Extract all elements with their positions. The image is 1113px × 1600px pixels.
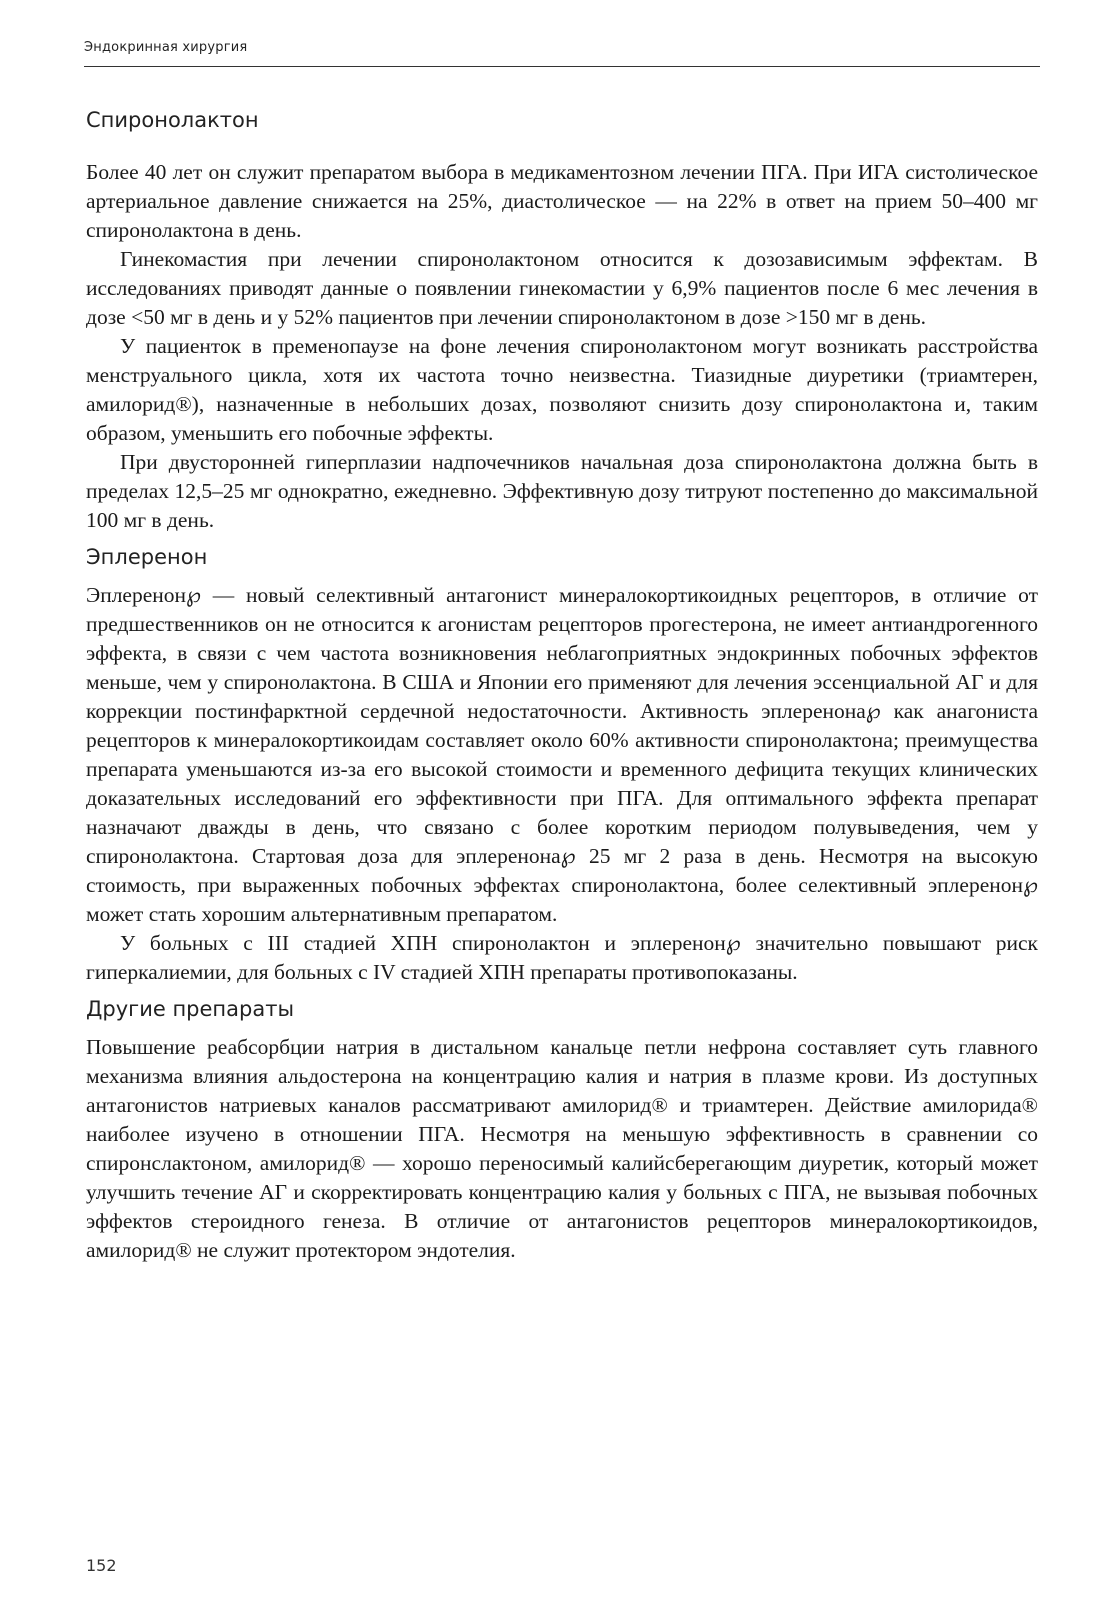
paragraph: Повышение реабсорбции натрия в дистальном канальце петли нефрона составляет суть главного механизма влияния альдостерона на концентрацию калия и натрия в плазме крови. Из доступных антагонистов натриевых каналов рассматривают амилорид® и триамтерен. Действие амилорида® наиболее изучено в отношении ПГА. Несмотря на меньшую эффективность в сравнении со спиронслактоном, амилорид® — хорошо переносимый калийсберегающим диуретик, который может улучшить течение АГ и скорректировать концентрацию калия у больных с ПГА, не вызывая побочных эффектов стероидного генеза. В отличие от антагонистов рецепторов минералокортикоидов, амилорид® не служит протектором эндотелия. xyxy=(86,1035,1038,1262)
paragraph: При двусторонней гиперплазии надпочечников начальная доза спиронолактона должна быть в пределах 12,5–25 мг однократно, ежедневно. Эффективную дозу титруют постепенно до максимальной 100 мг в день. xyxy=(86,450,1038,532)
paragraph: У больных с III стадией ХПН спиронолактон и эплеренон℘ значительно повышают риск гиперкалиемии, для больных с IV стадией ХПН препараты противопоказаны. xyxy=(86,931,1038,984)
paragraph: У пациенток в пременопаузе на фоне лечения спиронолактоном могут возникать расстройства менструального цикла, хотя их частота точно неизвестна. Тиазидные диуретики (триамтерен, амилорид®), назначенные в небольших дозах, позволяют снизить дозу спиронолактона и, таким образом, уменьшить его побочные эффекты. xyxy=(86,334,1038,445)
section-heading-eplerenone: Эплеренон xyxy=(86,545,208,569)
header-rule xyxy=(84,66,1040,67)
page-body xyxy=(86,108,1038,1265)
paragraph: Более 40 лет он служит препаратом выбора в медикаментозном лечении ПГА. При ИГА систолическое артериальное давление снижается на 25%, диастолическое — на 22% в ответ на прием 50–400 мг спиронолактона в день. xyxy=(86,160,1038,242)
section-heading-other-drugs: Другие препараты xyxy=(86,997,295,1021)
paragraph: Эплеренон℘ — новый селективный антагонист минералокортикоидных рецепторов, в отличие от предшественников он не относится к агонистам рецепторов прогестерона, не имеет антиандрогенного эффекта, в связи с чем частота возникновения неблагоприятных эндокринных побочных эффектов меньше, чем у спиронолактона. В США и Японии его применяют для лечения эссенциальной АГ и для коррекции постинфарктной сердечной недостаточности. Активность эплеренона℘ как анагониста рецепторов к минералокортикоидам составляет около 60% активности спиронолактона; преимущества препарата уменьшаются из-за его высокой стоимости и временного дефицита текущих клинических доказательных исследований его эффективности при ПГА. Для оптимального эффекта препарат назначают дважды в день, что связано с более коротким периодом полувыведения, чем у спиронолактона. Стартовая доза для эплеренона℘ 25 мг 2 раза в день. Несмотря на высокую стоимость, при выраженных побочных эффектах спиронолактона, более селективный эплеренон℘ может стать хорошим альтернативным препаратом. xyxy=(86,583,1038,926)
section-heading-spironolactone: Спиронолактон xyxy=(86,108,259,132)
page-number: 152 xyxy=(86,1556,117,1575)
running-header: Эндокринная хирургия xyxy=(84,40,248,55)
paragraph: Гинекомастия при лечении спиронолактоном относится к дозозависимым эффектам. В исследованиях приводят данные о появлении гинекомастии у 6,9% пациентов после 6 мес лечения в дозе <50 мг в день и у 52% пациентов при лечении спиронолактоном в дозе >150 мг в день. xyxy=(86,247,1038,329)
